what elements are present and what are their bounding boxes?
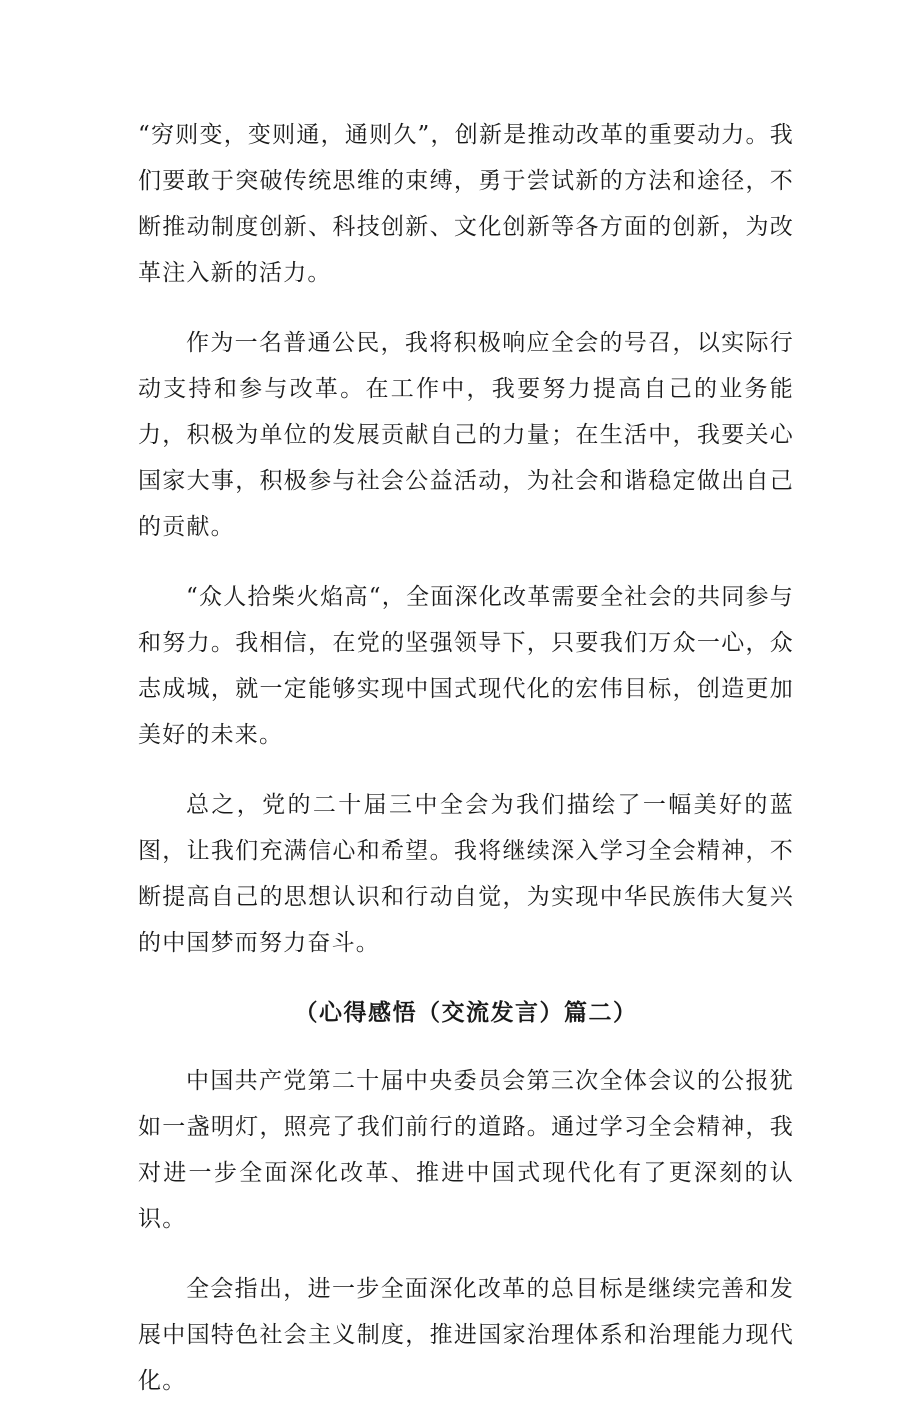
document-body xyxy=(138,112,794,1428)
paragraph-innovation: “穷则变，变则通，通则久”，创新是推动改革的重要动力。我们要敢于突破传统思维的束缚，勇于尝试新的方法和途径，不断推动制度创新、科技创新、文化创新等各方面的创新，为改革注入新的活力。 xyxy=(138,122,794,286)
section-heading: （心得感悟（交流发言）篇二） xyxy=(294,999,638,1026)
paragraph-collective: “众人拾柴火焰高“，全面深化改革需要全社会的共同参与和努力。我相信，在党的坚强领导下，只要我们万众一心，众志成城，就一定能够实现中国式现代化的宏伟目标，创造更加美好的未来。 xyxy=(138,584,794,748)
paragraph-citizen: 作为一名普通公民，我将积极响应全会的号召，以实际行动支持和参与改革。在工作中，我要努力提高自己的业务能力，积极为单位的发展贡献自己的力量；在生活中，我要关心国家大事，积极参与社会公益活动，为社会和谐稳定做出自己的贡献。 xyxy=(138,330,794,540)
paragraph-overall-goal: 全会指出，进一步全面深化改革的总目标是继续完善和发展中国特色社会主义制度，推进国家治理体系和治理能力现代化。 xyxy=(138,1276,794,1394)
paragraph-communique: 中国共产党第二十届中央委员会第三次全体会议的公报犹如一盏明灯，照亮了我们前行的道路。通过学习全会精神，我对进一步全面深化改革、推进中国式现代化有了更深刻的认识。 xyxy=(138,1068,794,1232)
paragraph-conclusion: 总之，党的二十届三中全会为我们描绘了一幅美好的蓝图，让我们充满信心和希望。我将继续深入学习全会精神，不断提高自己的思想认识和行动自觉，为实现中华民族伟大复兴的中国梦而努力奋斗。 xyxy=(138,792,794,956)
